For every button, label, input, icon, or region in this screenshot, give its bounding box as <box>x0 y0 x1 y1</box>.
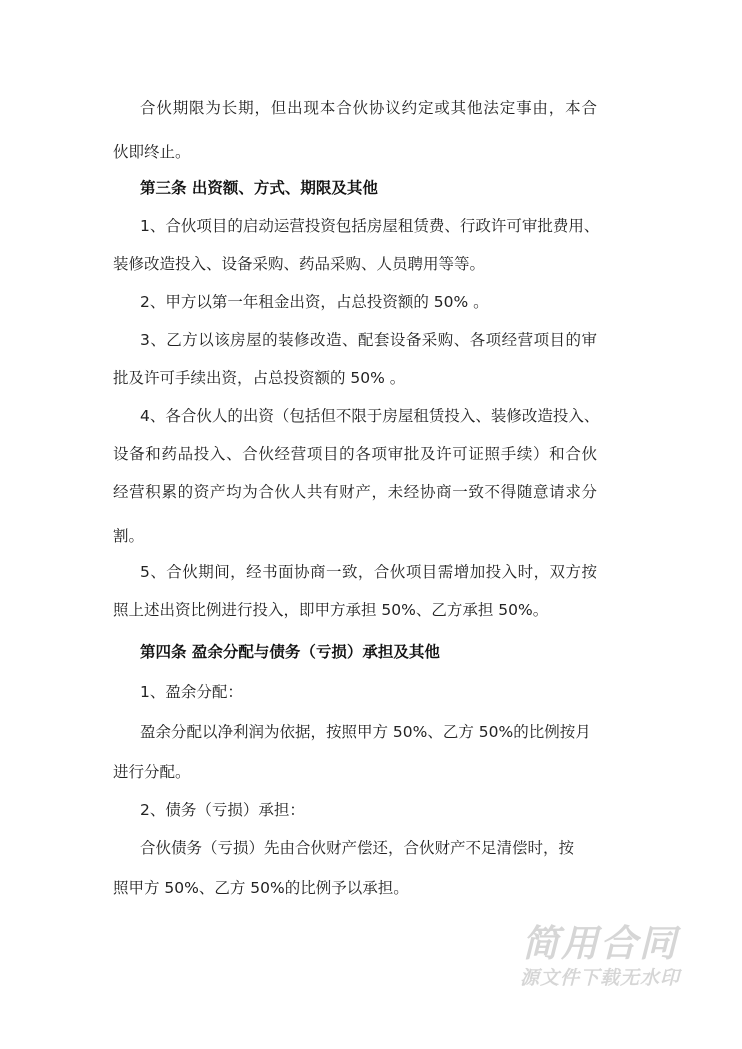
paragraph-line: 照甲方 50%、乙方 50%的比例予以承担。 <box>113 879 409 897</box>
paragraph-line: 伙即终止。 <box>113 143 191 161</box>
paragraph-line: 设备和药品投入、合伙经营项目的各项审批及许可证照手续）和合伙 <box>113 445 597 463</box>
paragraph-line: 2、甲方以第一年租金出资，占总投资额的 50% 。 <box>140 293 489 311</box>
paragraph-line: 3、乙方以该房屋的装修改造、配套设备采购、各项经营项目的审 <box>140 331 597 349</box>
paragraph-line: 合伙期限为长期，但出现本合伙协议约定或其他法定事由，本合 <box>140 99 597 117</box>
paragraph-line: 经营积累的资产均为合伙人共有财产，未经协商一致不得随意请求分 <box>113 483 597 501</box>
paragraph-line: 装修改造投入、设备采购、药品采购、人员聘用等等。 <box>113 255 486 273</box>
paragraph-line: 1、合伙项目的启动运营投资包括房屋租赁费、行政许可审批费用、 <box>140 217 600 235</box>
section-heading-4: 第四条 盈余分配与债务（亏损）承担及其他 <box>140 643 440 661</box>
subheading: 1、盈余分配： <box>140 683 243 701</box>
watermark <box>512 922 688 990</box>
subheading: 2、债务（亏损）承担： <box>140 801 305 819</box>
paragraph-line: 5、合伙期间，经书面协商一致，合伙项目需增加投入时，双方按 <box>140 563 597 581</box>
paragraph-line: 照上述出资比例进行投入，即甲方承担 50%、乙方承担 50%。 <box>113 601 549 619</box>
paragraph-line: 合伙债务（亏损）先由合伙财产偿还，合伙财产不足清偿时，按 <box>140 839 575 857</box>
watermark-title: 简用合同 <box>522 922 678 965</box>
paragraph-line: 批及许可手续出资，占总投资额的 50% 。 <box>113 369 406 387</box>
paragraph-line: 进行分配。 <box>113 763 191 781</box>
section-heading-3: 第三条 出资额、方式、期限及其他 <box>140 179 378 197</box>
paragraph-line: 4、各合伙人的出资（包括但不限于房屋租赁投入、装修改造投入、 <box>140 407 600 425</box>
paragraph-line: 割。 <box>113 527 145 545</box>
watermark-subtitle: 源文件下载无水印 <box>519 967 680 989</box>
paragraph-line: 盈余分配以净利润为依据，按照甲方 50%、乙方 50%的比例按月 <box>140 723 591 741</box>
